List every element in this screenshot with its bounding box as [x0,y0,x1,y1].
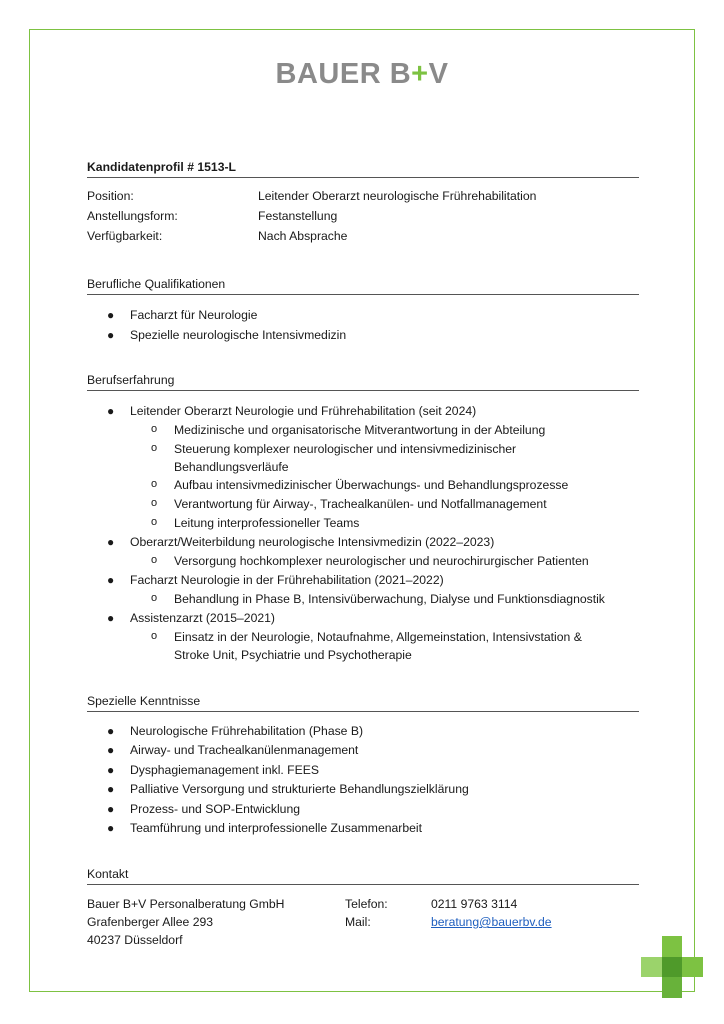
circle-bullet-icon: o [151,630,158,642]
bullet-icon: ● [107,802,115,816]
section-title-skills: Spezielle Kenntnisse [87,694,639,712]
list-item-text: Facharzt Neurologie in der Frührehabilitation (2021–2022) [130,573,444,587]
bullet-icon: ● [107,743,115,757]
list-item-text: Teamführung und interprofessionelle Zusammenarbeit [130,821,422,835]
contact-street: Grafenberger Allee 293 [87,915,214,929]
sub-list-item-text: Versorgung hochkomplexer neurologischer und neurochirurgischer Patienten [174,554,589,568]
bullet-icon: ● [107,724,115,738]
info-label: Position: [87,189,134,203]
contact-phone: 0211 9763 3114 [431,897,518,911]
bullet-icon: ● [107,328,115,342]
list-item-text: Assistenzarzt (2015–2021) [130,611,275,625]
contact-company: Bauer B+V Personalberatung GmbH [87,897,285,911]
list-item-text: Palliative Versorgung und strukturierte Behandlungszielklärung [130,782,469,796]
bullet-icon: ● [107,308,115,322]
section-title-qualifications: Berufliche Qualifikationen [87,277,639,295]
sub-list-item-text: Behandlungsverläufe [174,460,289,474]
info-label: Verfügbarkeit: [87,229,163,243]
list-item-text: Spezielle neurologische Intensivmedizin [130,328,347,342]
bullet-icon: ● [107,573,115,587]
circle-bullet-icon: o [151,442,158,454]
list-item-text: Facharzt für Neurologie [130,308,258,322]
bullet-icon: ● [107,535,115,549]
contact-city: 40237 Düsseldorf [87,933,183,947]
bullet-icon: ● [107,782,115,796]
logo-text-end: V [428,58,449,90]
info-label: Anstellungsform: [87,209,178,223]
sub-list-item-text: Leitung interprofessioneller Teams [174,516,360,530]
green-cross-icon [641,936,703,998]
company-logo [0,58,724,91]
circle-bullet-icon: o [151,423,158,435]
bullet-icon: ● [107,611,115,625]
sub-list-item-text: Medizinische und organisatorische Mitverantwortung in der Abteilung [174,423,546,437]
sub-list-item-text: Verantwortung für Airway-, Trachealkanülen- und Notfallmanagement [174,497,547,511]
bullet-icon: ● [107,763,115,777]
list-item-text: Leitender Oberarzt Neurologie und Frührehabilitation (seit 2024) [130,404,477,418]
section-title-experience: Berufserfahrung [87,373,639,391]
sub-list-item-text: Aufbau intensivmedizinischer Überwachungs- und Behandlungsprozesse [174,478,569,492]
list-item-text: Dysphagiemanagement inkl. FEES [130,763,320,777]
bullet-icon: ● [107,404,115,418]
info-value: Leitender Oberarzt neurologische Frührehabilitation [258,189,537,203]
info-value: Festanstellung [258,209,338,223]
contact-phone-label: Telefon: [345,897,388,911]
logo-text: BAUER B [275,58,412,90]
bullet-icon: ● [107,821,115,835]
sub-list-item-text: Stroke Unit, Psychiatrie und Psychotherapie [174,648,412,662]
contact-mail-link[interactable]: beratung@bauerbv.de [431,915,552,929]
circle-bullet-icon: o [151,497,158,509]
circle-bullet-icon: o [151,592,158,604]
sub-list-item-text: Einsatz in der Neurologie, Notaufnahme, Allgemeinstation, Intensivstation & [174,630,582,644]
list-item-text: Oberarzt/Weiterbildung neurologische Intensivmedizin (2022–2023) [130,535,495,549]
sub-list-item-text: Behandlung in Phase B, Intensivüberwachung, Dialyse und Funktionsdiagnostik [174,592,605,606]
profile-title: Kandidatenprofil # 1513-L [87,160,639,178]
contact-mail-label: Mail: [345,915,371,929]
info-value: Nach Absprache [258,229,348,243]
circle-bullet-icon: o [151,554,158,566]
list-item-text: Prozess- und SOP-Entwicklung [130,802,301,816]
logo-plus: + [411,58,429,90]
circle-bullet-icon: o [151,478,158,490]
list-item-text: Airway- und Trachealkanülenmanagement [130,743,359,757]
circle-bullet-icon: o [151,516,158,528]
section-title-contact: Kontakt [87,867,639,885]
sub-list-item-text: Steuerung komplexer neurologischer und intensivmedizinischer [174,442,517,456]
list-item-text: Neurologische Frührehabilitation (Phase B) [130,724,364,738]
